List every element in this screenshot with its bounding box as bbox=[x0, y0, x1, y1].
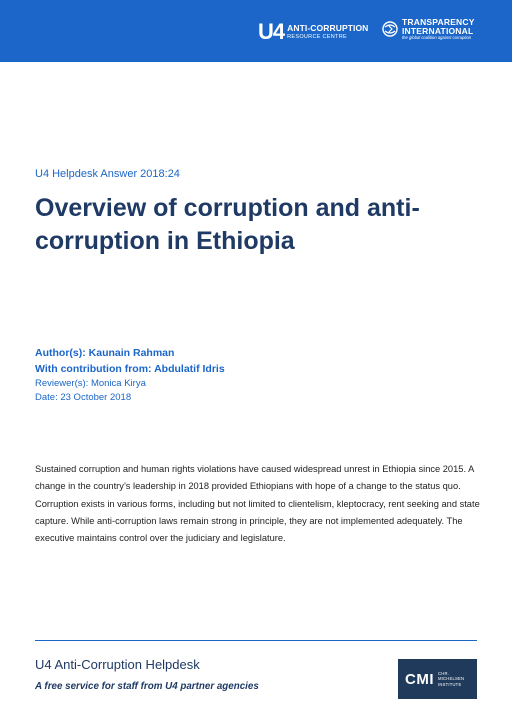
cmi-logo-mark: CMI bbox=[405, 670, 434, 688]
cmi-logo[interactable] bbox=[398, 659, 477, 699]
u4-logo-text bbox=[287, 24, 368, 40]
ti-logo-line1: TRANSPARENCY bbox=[402, 17, 475, 27]
contribution-line: With contribution from: Abdulatif Idris bbox=[35, 363, 225, 375]
reviewers-line: Reviewer(s): Monica Kirya bbox=[35, 378, 146, 389]
ti-logo-text bbox=[402, 18, 475, 40]
u4-logo-mark: U4 bbox=[258, 19, 285, 44]
ti-logo-line2: INTERNATIONAL bbox=[402, 25, 474, 36]
cmi-logo-line3: INSTITUTE bbox=[438, 681, 462, 687]
series-label: U4 Helpdesk Answer 2018:24 bbox=[35, 168, 180, 180]
u4-logo[interactable] bbox=[258, 20, 368, 44]
ti-logo-tagline: the global coalition against corruption bbox=[402, 35, 472, 40]
author-block bbox=[35, 345, 225, 405]
u4-logo-title: ANTI-CORRUPTION bbox=[287, 23, 369, 33]
globe-icon bbox=[382, 21, 398, 37]
cmi-logo-line2: MICHELSEN bbox=[438, 676, 465, 682]
document-title: Overview of corruption and anti-corruption in Ethiopia bbox=[35, 194, 420, 255]
footer-divider bbox=[35, 640, 477, 641]
transparency-international-logo[interactable] bbox=[382, 18, 475, 40]
date-line: Date: 23 October 2018 bbox=[35, 392, 132, 403]
abstract-paragraph: Sustained corruption and human rights violations have caused widespread unrest in Ethiopia since 2015. A change in the country’s leadership in 2018 provided Ethiopians with hope of a change to the status quo. Corruption exists in various forms, including but not limited to clientelism, kleptocracy, rent seeking and state capture. While anti-corruption laws remain strong in principle, they are not implemented adequately. The executive maintains control over the judiciary and legislature. bbox=[35, 464, 480, 544]
cmi-logo-line1: CHR. bbox=[438, 671, 450, 677]
footer-tagline: A free service for staff from U4 partner agencies bbox=[35, 681, 259, 692]
cmi-logo-text bbox=[438, 671, 464, 687]
authors-line: Author(s): Kaunain Rahman bbox=[35, 347, 175, 359]
u4-logo-subtitle: RESOURCE CENTRE bbox=[287, 33, 347, 40]
footer-helpdesk-title: U4 Anti-Corruption Helpdesk bbox=[35, 657, 200, 672]
header-banner bbox=[0, 0, 512, 62]
